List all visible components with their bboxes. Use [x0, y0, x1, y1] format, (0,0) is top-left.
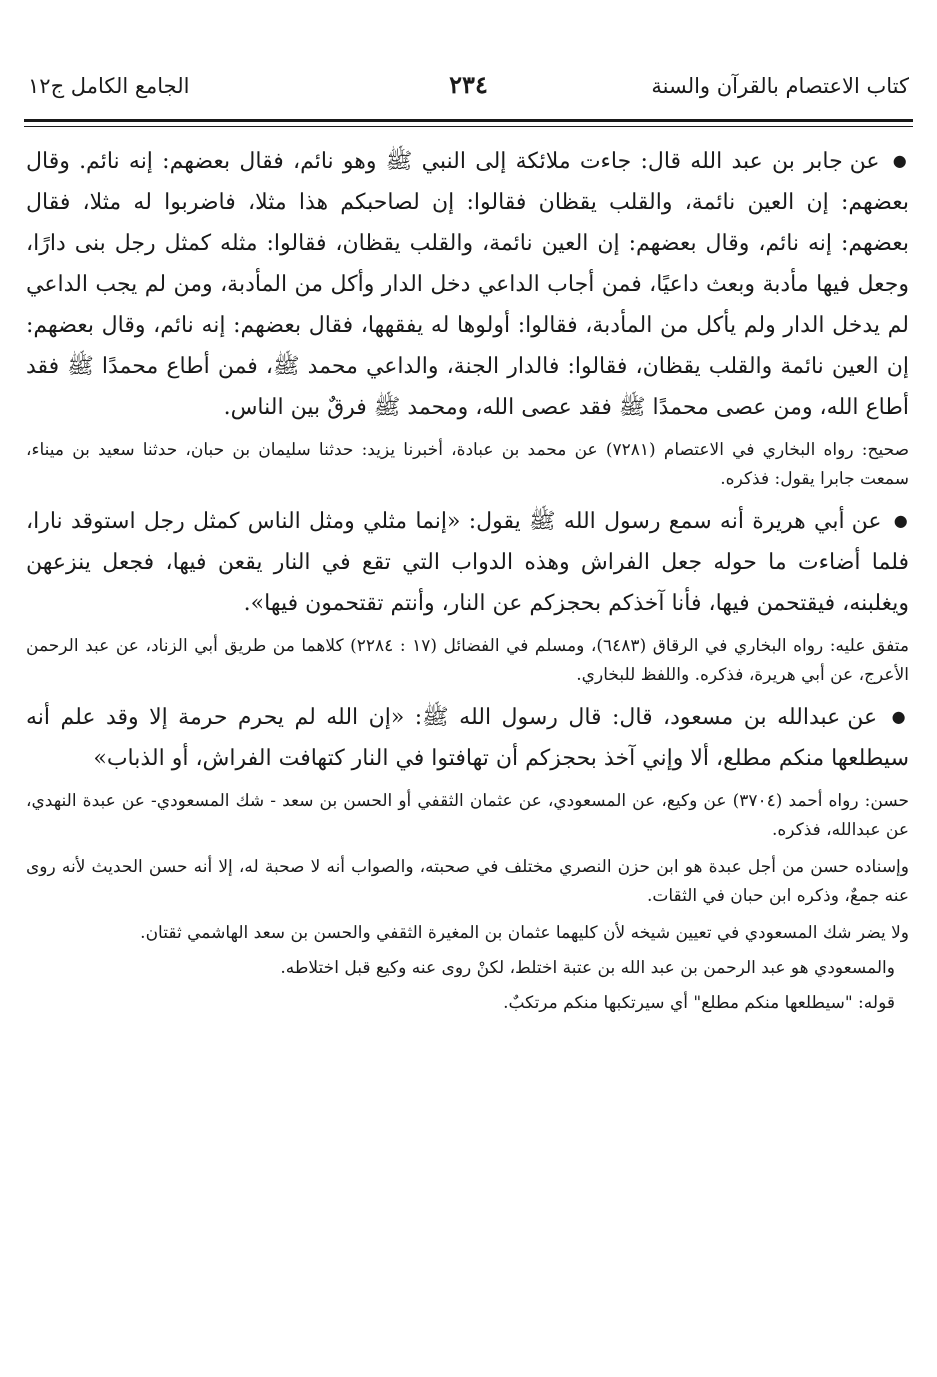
hadith-text: عن جابر بن عبد الله قال: جاءت ملائكة إلى النبي ﷺ وهو نائم، فقال بعضهم: إنه نائم. وقال بعضهم: إن العين نائمة، والقلب يقظان فقالوا: إن لصاحبكم هذا مثلا، فاضربوا له مثلا، فقال بعضهم: إنه نائم، وقال بعضهم: إن العين نائمة، والقلب يقظان، فقالوا: مثله كمثل رجل بنى دارًا، وجعل فيها مأدبة وبعث داعيًا، فمن أجاب الداعي دخل الدار وأكل من المأدبة، ومن لم يجب الداعي لم يدخل الدار ولم يأكل من المأدبة، فقالوا: أولوها له يفقهها، فقال بعضهم: إنه نائم، وقال بعضهم: إن العين نائمة والقلب يقظان، فقالوا: فالدار الجنة، والداعي محمد ﷺ، فمن أطاع محمدًا ﷺ فقد أطاع الله، ومن عصى محمدًا ﷺ فقد عصى الله، ومحمد ﷺ فرقٌ بين الناس. — [26, 149, 909, 420]
page-content — [26, 140, 909, 1020]
bullet-icon: ● — [891, 707, 909, 726]
header-rule-thin — [24, 126, 913, 127]
takhrij-note: متفق عليه: رواه البخاري في الرقاق (٦٤٨٣)، ومسلم في الفضائل (١٧ : ٢٢٨٤) كلاهما من طريق أبي الزناد، عن عبد الرحمن الأعرج، عن أبي هريرة، فذكره. واللفظ للبخاري. — [26, 636, 910, 685]
hadith-text: عن أبي هريرة أنه سمع رسول الله ﷺ يقول: «إنما مثلي ومثل الناس كمثل رجل استوقد نارا، فلما أضاءت ما حوله جعل الفراش وهذه الدواب التي تقع في النار يقعن فيها، فجعل ينزعهن ويغلبنه، فيقتحمن فيها، فأنا آخذكم بحجزكم عن النار، وأنتم تقتحمون فيها». — [26, 509, 909, 616]
page-number: ٢٣٤ — [449, 70, 488, 99]
bullet-icon: ● — [892, 151, 910, 170]
bullet-icon: ● — [893, 511, 909, 530]
hadith-jabir — [26, 140, 909, 428]
page-header — [28, 70, 909, 110]
narrator-note: والمسعودي هو عبد الرحمن بن عبد الله بن عتبة اختلط، لكنْ روى عنه وكيع قبل اختلاطه. — [280, 958, 895, 978]
gloss-note: قوله: "سيطلعها منكم مطلع" أي سيرتكبها منكم مرتكبٌ. — [503, 993, 895, 1013]
hadith-abu-hurayra — [26, 500, 909, 624]
book-title: كتاب الاعتصام بالقرآن والسنة — [651, 74, 909, 98]
hadith-ibn-masud — [26, 696, 909, 779]
takhrij-note: حسن: رواه أحمد (٣٧٠٤) عن وكيع، عن المسعودي، عن عثمان الثقفي أو الحسن بن سعد - شك المسعودي- عن عبدة النهدي، عن عبدالله، فذكره. — [26, 791, 909, 840]
isnad-note: ولا يضر شك المسعودي في تعيين شيخه لأن كليهما عثمان بن المغيرة الثقفي والحسن بن سعد الهاشمي ثقتان. — [140, 923, 909, 943]
series-title: الجامع الكامل ج١٢ — [28, 74, 190, 98]
takhrij-note: صحيح: رواه البخاري في الاعتصام (٧٢٨١) عن محمد بن عبادة، أخبرنا يزيد: حدثنا سليمان بن حبان، حدثنا سعيد بن ميناء، سمعت جابرا يقول: فذكره. — [26, 440, 909, 489]
hadith-text: عن عبدالله بن مسعود، قال: قال رسول الله ﷺ: «إن الله لم يحرم حرمة إلا وقد علم أنه سيطلعها منكم مطلع، ألا وإني آخذ بحجزكم أن تهافتوا في النار كتهافت الفراش، أو الذباب» — [26, 705, 909, 771]
header-rule-thick — [24, 119, 913, 122]
isnad-note: وإسناده حسن من أجل عبدة هو ابن حزن النصري مختلف في صحبته، والصواب أنه لا صحبة له، إلا أنه حسن الحديث لأنه روى عنه جمعٌ، وذكره ابن حبان في الثقات. — [26, 857, 909, 906]
